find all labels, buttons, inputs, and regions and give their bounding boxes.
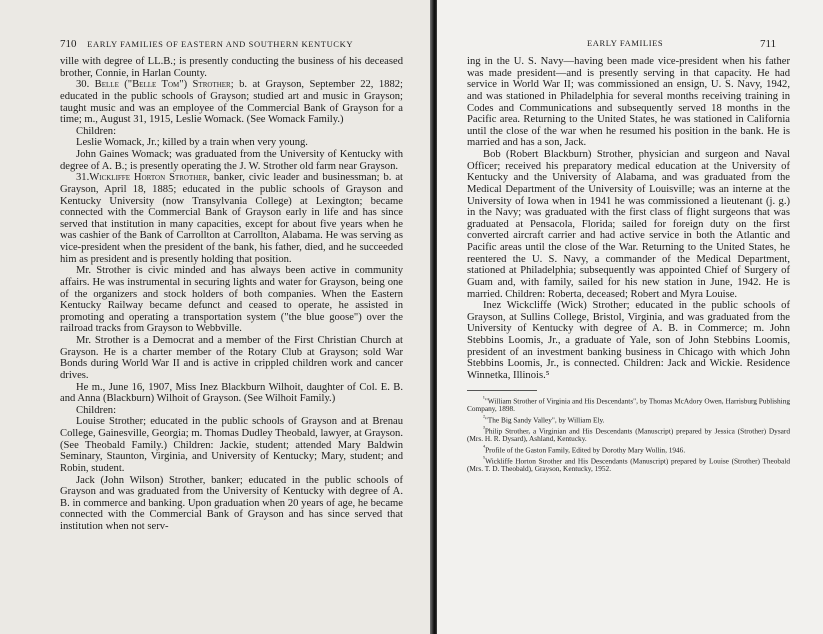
entry-number: 30. xyxy=(76,79,95,91)
paragraph xyxy=(60,265,403,335)
paragraph-text: He m., June 16, 1907, Miss Inez Blackburn Wilhoit, daughter of Col. E. B. and Anna (Blackburn) Wilhoit of Grayson. (See Wilhoit Family.) xyxy=(60,381,403,405)
footnote xyxy=(467,444,790,455)
footnote-marker: ¹ xyxy=(483,395,485,402)
left-running-head: EARLY FAMILIES OF EASTERN AND SOUTHERN KENTUCKY xyxy=(87,39,354,49)
paragraph xyxy=(467,56,790,149)
paragraph xyxy=(60,172,403,265)
entry-name: Belle ("Belle Tom") Strother xyxy=(94,79,231,91)
footnote-text: Wickliffe Horton Strother and His Descendants (Manuscript) prepared by Louise (Strother) Theobald (Mrs. T. D. Theobald), Grayson, Kentucky, 1952. xyxy=(467,456,790,474)
paragraph xyxy=(60,149,403,172)
paragraph-text: ville with degree of LL.B.; is presently conducting the business of his deceased brother, Connie, in Harlan County. xyxy=(60,56,403,79)
footnote xyxy=(467,455,790,474)
paragraph-text: ing in the U. S. Navy—having been made vice-president when his father was made president—and is presently serving in that capacity. He had service in World War II; was commissioned an ensign, U. S. Navy, 1942, and was stationed in Philadelphia for several months receiving training in Codes and Communications and subsequently served 18 months in the Pacific area. Returning to the United States, he was stationed in California until the close of the war when he resumed his position in the bank. He is married and has a son, Jack. xyxy=(467,56,790,149)
footnote-text: Philip Strother, a Virginian and His Descendants (Manuscript) prepared by Jessica (Strother) Dysard (Mrs. H. R. Dysard), Ashland, Kentucky. xyxy=(467,425,790,444)
paragraph-text: Mr. Strother is a Democrat and a member of the First Christian Church at Grayson. He is a charter member of the Rotary Club at Grayson; sold War Bonds during World War II and is active in crippled children work and cancer drives. xyxy=(60,335,403,381)
paragraph-text: Inez Wickcliffe (Wick) Strother; educated in the public schools of Grayson, at Sullins College, Bristol, Virginia, and was graduated from the University of Kentucky with degree of A. B. in Commerce; m. John Stebbins Loomis, Jr., a graduate of Yale, son of John Stebbins Loomis, president of an investment banking business in Chicago with which John Stebbins Loomis, Jr., is connected. Children: Jack and Wickie. Residence Winnetka, Illinois.⁵ xyxy=(467,300,790,381)
right-running-head: EARLY FAMILIES xyxy=(587,38,664,48)
paragraph xyxy=(467,300,790,381)
paragraph xyxy=(60,56,403,79)
paragraph xyxy=(60,382,403,405)
right-page xyxy=(437,0,823,634)
footnote xyxy=(467,414,790,425)
paragraph-text: Bob (Robert Blackburn) Strother, physician and surgeon and Naval Officer; received his preparatory medical education at the University of Kentucky and the University of Alabama, and was graduated from the Medical Department of the University of Louisville; was an interne at the University of Iowa when in 1941 he was commissioned a lieutenant (j. g.) in the Navy; was graduated with the first class of flight surgeons that was graduated at Pensacola, Florida; sailed for foreign duty on the first converted aircraft carrier and had active service in both the Atlantic and Pacific areas until the close of the War. Returning to the United States, he reentered the U. S. Navy, a commander of the Medical Department, stationed at Philadelphia; subsequently was appointed Chief of Surgery of Guam and, with family, sailed for his new station in June, 1942. He is married. Children: Roberta, deceased; Robert and Myra Louise. xyxy=(467,149,790,300)
entry-number: 31. xyxy=(76,172,90,184)
right-page-body xyxy=(467,56,790,474)
footnote xyxy=(467,425,790,444)
paragraph xyxy=(60,416,403,474)
paragraph xyxy=(60,79,403,126)
footnote-text: Profile of the Gaston Family, Edited by Dorothy Mary Wollin, 1946. xyxy=(485,445,686,455)
paragraph-text: Mr. Strother is civic minded and has always been active in community affairs. He was instrumental in securing lights and water for Grayson, being one of the organizers and stock holders of both companies. When the Eastern Kentucky Railway became defunct and ceased to operate, he assisted in promoting and operating a transportation system ("the blue goose") over the railroad tracks from Grayson to Webbville. xyxy=(60,265,403,335)
paragraph-text: Children: xyxy=(76,404,117,416)
footnote-marker: ³ xyxy=(483,425,485,432)
left-page-number: 710 xyxy=(60,38,77,50)
paragraph-text: Jack (John Wilson) Strother, banker; educated in the public schools of Grayson and was graduated from the University of Kentucky with degree of A. B. in commerce and banking. Upon graduation when 20 years of age, he became connected with the Commercial Bank of Grayson and has since served that institution when not serv- xyxy=(60,474,403,532)
paragraph xyxy=(60,475,403,533)
paragraph xyxy=(60,405,403,417)
paragraph-text: Children: xyxy=(76,125,117,137)
paragraph-text: Leslie Womack, Jr.; killed by a train when very young. xyxy=(76,137,308,149)
left-running-header xyxy=(60,38,353,50)
footnote-text: "The Big Sandy Valley", by William Ely. xyxy=(484,415,605,425)
right-page-number: 711 xyxy=(760,38,777,50)
footnote-marker: ⁴ xyxy=(483,444,486,451)
paragraph xyxy=(60,126,403,138)
paragraph-text: , banker, civic leader and businessman; b. at Grayson, April 18, 1885; educated in the public schools of Grayson and Kentucky University (now Transylvania College) at Lexington; became connected with the Commercial Bank of Grayson early in life and has since served that institution in many capacities, except for about five years when he was cashier of the Bank of Carrollton at Carrollton, Alabama. He was serving as vice-president when the president of the bank, his father, died, and he succeeded him as president and is presently holding that position. xyxy=(60,172,403,265)
footnote-marker: ⁵ xyxy=(483,455,486,462)
footnote-marker: ² xyxy=(483,414,485,421)
paragraph-text: Louise Strother; educated in the public schools of Grayson and at Brenau College, Gainesville, Georgia; m. Thomas Dudley Theobald, lawyer, at Grayson. (See Theobald Family.) Children: Jackie, student; attended Mary Baldwin Seminary, Staunton, Virginia, and University of Kentucky; Mary, student; and Robin, student. xyxy=(60,416,403,474)
paragraph xyxy=(60,137,403,149)
footnote xyxy=(467,395,790,414)
paragraph xyxy=(60,335,403,382)
paragraph-text: John Gaines Womack; was graduated from the University of Kentucky with degree of A. B.; is presently operating the J. W. Strother old farm near Grayson. xyxy=(60,149,403,172)
entry-name: Wickliffe Horton Strother xyxy=(89,172,208,184)
footnote-rule xyxy=(467,390,537,391)
paragraph xyxy=(467,149,790,300)
footnote-text: "William Strother of Virginia and His Descendants", by Thomas McAdory Owen, Harrisburg Publishing Company, 1898. xyxy=(467,395,790,414)
paragraph-text: ; b. at Grayson, September 22, 1882; educated in the public schools of Grayson; studied art and music in Grayson; taught music and was an employee of the Commercial Bank of Grayson for a time; m., August 31, 1915, Leslie Womack. (See Womack Family.) xyxy=(60,79,404,126)
left-page-body xyxy=(60,56,403,533)
